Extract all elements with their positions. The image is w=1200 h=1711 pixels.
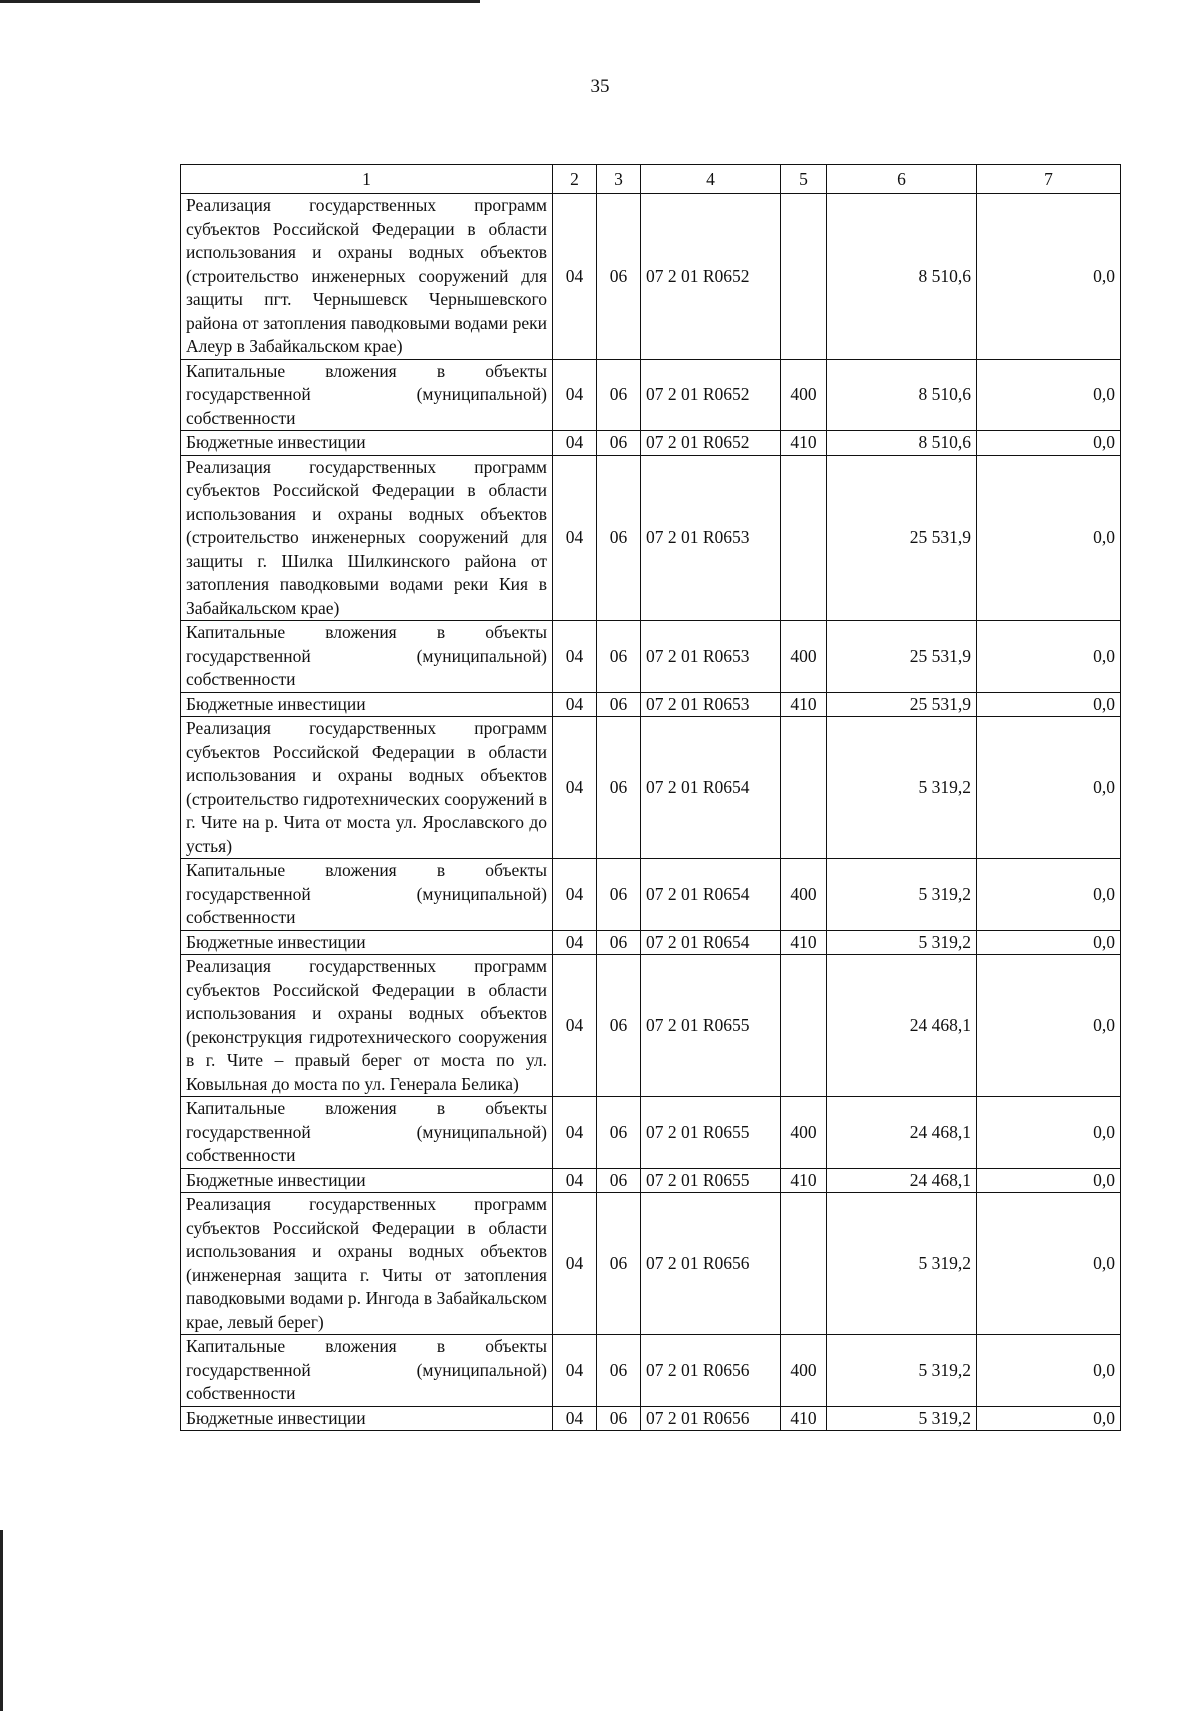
target-article-code: 07 2 01 R0652 — [641, 359, 781, 431]
row-description: Бюджетные инвестиции — [181, 1406, 553, 1431]
table-row — [181, 692, 1121, 717]
budget-table — [180, 164, 1121, 1431]
row-description: Бюджетные инвестиции — [181, 930, 553, 955]
amount-value: 25 531,9 — [827, 692, 977, 717]
amount-value: 0,0 — [977, 621, 1121, 693]
amount-value: 25 531,9 — [827, 621, 977, 693]
amount-value: 24 468,1 — [827, 1097, 977, 1169]
row-description: Капитальные вложения в объекты государственной (муниципальной) собственности — [181, 621, 553, 693]
target-article-code: 07 2 01 R0655 — [641, 1097, 781, 1169]
subsection-code: 06 — [597, 692, 641, 717]
column-header: 6 — [827, 165, 977, 194]
section-code: 04 — [553, 1193, 597, 1335]
amount-value: 0,0 — [977, 692, 1121, 717]
row-description: Бюджетные инвестиции — [181, 692, 553, 717]
row-description: Бюджетные инвестиции — [181, 431, 553, 456]
amount-value: 5 319,2 — [827, 930, 977, 955]
section-code: 04 — [553, 1335, 597, 1407]
section-code: 04 — [553, 431, 597, 456]
amount-value: 0,0 — [977, 1168, 1121, 1193]
expense-type-code: 400 — [781, 359, 827, 431]
table-header-row — [181, 165, 1121, 194]
amount-value: 24 468,1 — [827, 955, 977, 1097]
row-description: Реализация государственных программ субъектов Российской Федерации в области использования и охраны водных объектов (реконструкция гидротехнического сооружения в г. Чите – правый берег от моста по ул. Ковыльная до моста по ул. Генерала Белика) — [181, 955, 553, 1097]
section-code: 04 — [553, 1097, 597, 1169]
column-header: 3 — [597, 165, 641, 194]
target-article-code: 07 2 01 R0652 — [641, 194, 781, 360]
section-code: 04 — [553, 455, 597, 621]
amount-value: 0,0 — [977, 1193, 1121, 1335]
amount-value: 0,0 — [977, 930, 1121, 955]
section-code: 04 — [553, 930, 597, 955]
target-article-code: 07 2 01 R0653 — [641, 621, 781, 693]
subsection-code: 06 — [597, 717, 641, 859]
expense-type-code: 410 — [781, 431, 827, 456]
table-body — [181, 194, 1121, 1431]
expense-type-code: 400 — [781, 1335, 827, 1407]
expense-type-code — [781, 717, 827, 859]
subsection-code: 06 — [597, 359, 641, 431]
target-article-code: 07 2 01 R0656 — [641, 1193, 781, 1335]
amount-value: 5 319,2 — [827, 1335, 977, 1407]
expense-type-code: 410 — [781, 1168, 827, 1193]
row-description: Капитальные вложения в объекты государственной (муниципальной) собственности — [181, 359, 553, 431]
row-description: Реализация государственных программ субъектов Российской Федерации в области использования и охраны водных объектов (инженерная защита г. Читы от затопления паводковыми водами р. Ингода в Забайкальском крае, левый берег) — [181, 1193, 553, 1335]
target-article-code: 07 2 01 R0654 — [641, 717, 781, 859]
section-code: 04 — [553, 1168, 597, 1193]
amount-value: 8 510,6 — [827, 359, 977, 431]
column-header: 5 — [781, 165, 827, 194]
amount-value: 0,0 — [977, 717, 1121, 859]
row-description: Реализация государственных программ субъектов Российской Федерации в области использования и охраны водных объектов (строительство инженерных сооружений для защиты г. Шилка Шилкинского района от затопления паводковыми водами реки Кия в Забайкальском крае) — [181, 455, 553, 621]
subsection-code: 06 — [597, 930, 641, 955]
amount-value: 5 319,2 — [827, 1406, 977, 1431]
amount-value: 0,0 — [977, 194, 1121, 360]
expense-type-code: 400 — [781, 859, 827, 931]
target-article-code: 07 2 01 R0653 — [641, 692, 781, 717]
row-description: Бюджетные инвестиции — [181, 1168, 553, 1193]
row-description: Капитальные вложения в объекты государственной (муниципальной) собственности — [181, 1097, 553, 1169]
table-row — [181, 621, 1121, 693]
subsection-code: 06 — [597, 1097, 641, 1169]
expense-type-code: 410 — [781, 692, 827, 717]
amount-value: 5 319,2 — [827, 717, 977, 859]
page-number: 35 — [590, 76, 610, 97]
table-row — [181, 1335, 1121, 1407]
expense-type-code — [781, 194, 827, 360]
table-row — [181, 1406, 1121, 1431]
target-article-code: 07 2 01 R0654 — [641, 859, 781, 931]
expense-type-code — [781, 1193, 827, 1335]
expense-type-code — [781, 955, 827, 1097]
target-article-code: 07 2 01 R0654 — [641, 930, 781, 955]
subsection-code: 06 — [597, 859, 641, 931]
section-code: 04 — [553, 621, 597, 693]
section-code: 04 — [553, 359, 597, 431]
row-description: Капитальные вложения в объекты государственной (муниципальной) собственности — [181, 1335, 553, 1407]
table-row — [181, 930, 1121, 955]
amount-value: 24 468,1 — [827, 1168, 977, 1193]
subsection-code: 06 — [597, 1406, 641, 1431]
subsection-code: 06 — [597, 455, 641, 621]
subsection-code: 06 — [597, 1193, 641, 1335]
amount-value: 0,0 — [977, 431, 1121, 456]
column-header: 2 — [553, 165, 597, 194]
subsection-code: 06 — [597, 955, 641, 1097]
target-article-code: 07 2 01 R0655 — [641, 955, 781, 1097]
table-row — [181, 431, 1121, 456]
target-article-code: 07 2 01 R0655 — [641, 1168, 781, 1193]
section-code: 04 — [553, 692, 597, 717]
column-header: 4 — [641, 165, 781, 194]
subsection-code: 06 — [597, 621, 641, 693]
section-code: 04 — [553, 194, 597, 360]
table-row — [181, 1193, 1121, 1335]
row-description: Реализация государственных программ субъектов Российской Федерации в области использования и охраны водных объектов (строительство гидротехнических сооружений в г. Чите на р. Чита от моста ул. Ярославского до устья) — [181, 717, 553, 859]
subsection-code: 06 — [597, 431, 641, 456]
table-row — [181, 359, 1121, 431]
expense-type-code: 400 — [781, 621, 827, 693]
amount-value: 5 319,2 — [827, 859, 977, 931]
expense-type-code: 400 — [781, 1097, 827, 1169]
table-row — [181, 1168, 1121, 1193]
table-row — [181, 1097, 1121, 1169]
subsection-code: 06 — [597, 194, 641, 360]
table-row — [181, 455, 1121, 621]
amount-value: 0,0 — [977, 1335, 1121, 1407]
amount-value: 0,0 — [977, 1097, 1121, 1169]
amount-value: 25 531,9 — [827, 455, 977, 621]
amount-value: 8 510,6 — [827, 194, 977, 360]
target-article-code: 07 2 01 R0652 — [641, 431, 781, 456]
amount-value: 0,0 — [977, 455, 1121, 621]
table-row — [181, 194, 1121, 360]
expense-type-code: 410 — [781, 1406, 827, 1431]
amount-value: 0,0 — [977, 859, 1121, 931]
target-article-code: 07 2 01 R0656 — [641, 1335, 781, 1407]
target-article-code: 07 2 01 R0653 — [641, 455, 781, 621]
section-code: 04 — [553, 717, 597, 859]
section-code: 04 — [553, 859, 597, 931]
amount-value: 0,0 — [977, 1406, 1121, 1431]
subsection-code: 06 — [597, 1335, 641, 1407]
row-description: Капитальные вложения в объекты государственной (муниципальной) собственности — [181, 859, 553, 931]
expense-type-code — [781, 455, 827, 621]
subsection-code: 06 — [597, 1168, 641, 1193]
amount-value: 5 319,2 — [827, 1193, 977, 1335]
column-header: 7 — [977, 165, 1121, 194]
target-article-code: 07 2 01 R0656 — [641, 1406, 781, 1431]
expense-type-code: 410 — [781, 930, 827, 955]
amount-value: 8 510,6 — [827, 431, 977, 456]
table-row — [181, 859, 1121, 931]
amount-value: 0,0 — [977, 955, 1121, 1097]
column-header: 1 — [181, 165, 553, 194]
section-code: 04 — [553, 955, 597, 1097]
scan-edge-line — [0, 1530, 3, 1711]
row-description: Реализация государственных программ субъектов Российской Федерации в области использования и охраны водных объектов (строительство инженерных сооружений для защиты пгт. Чернышевск Чернышевского района от затопления паводковыми водами реки Алеур в Забайкальском крае) — [181, 194, 553, 360]
section-code: 04 — [553, 1406, 597, 1431]
table-row — [181, 955, 1121, 1097]
scan-edge-line — [0, 0, 480, 3]
amount-value: 0,0 — [977, 359, 1121, 431]
table-row — [181, 717, 1121, 859]
